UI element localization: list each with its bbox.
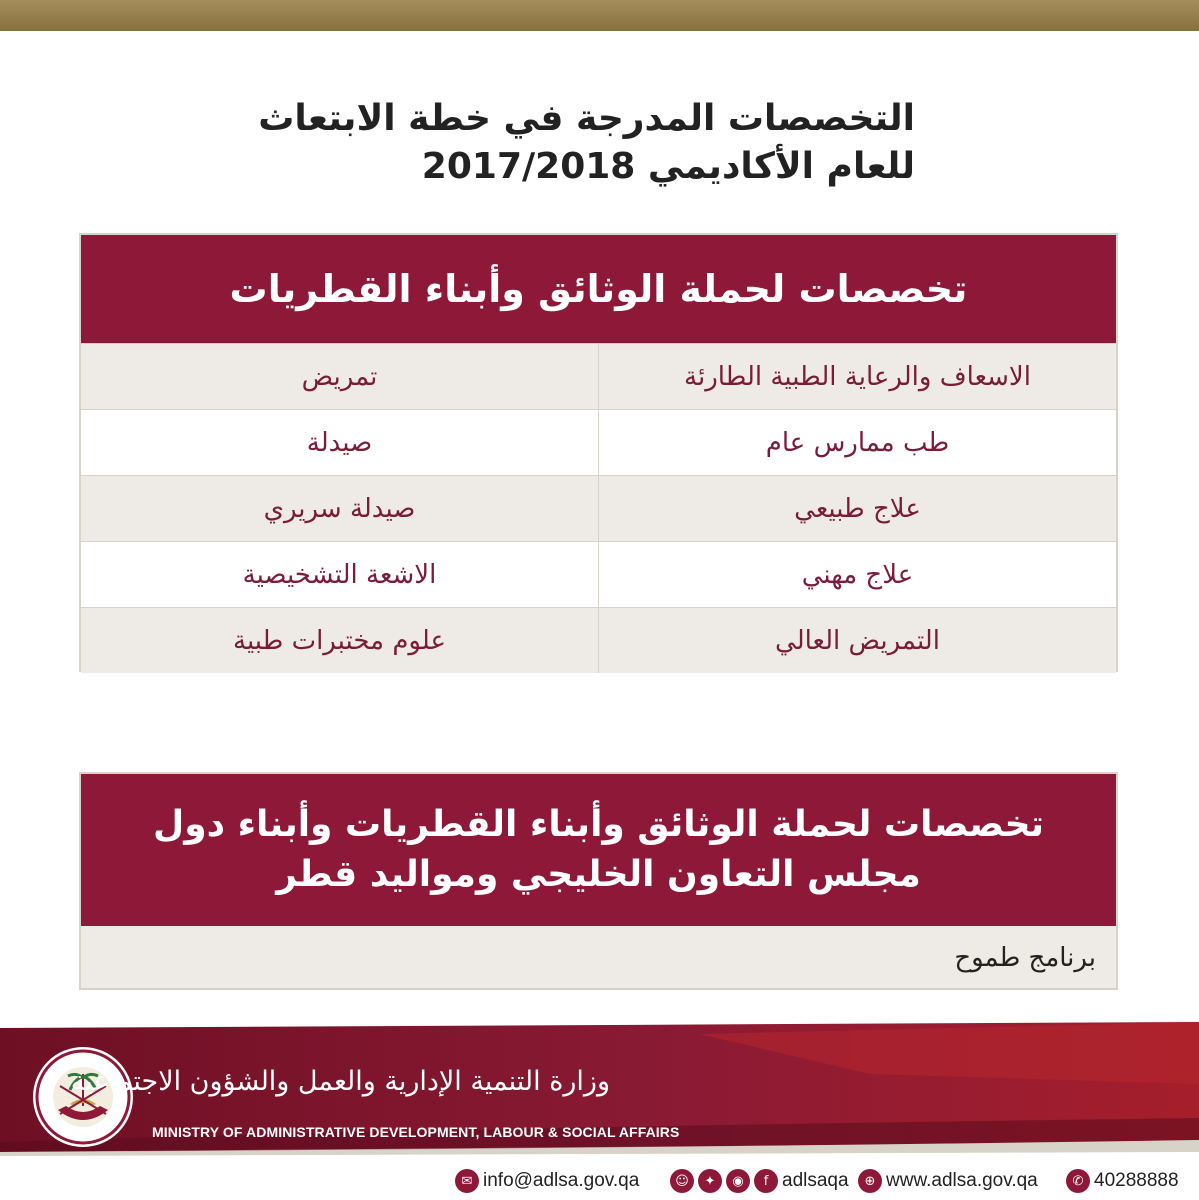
title-line-1: التخصصات المدرجة في خطة الابتعاث <box>258 98 915 139</box>
table-cell: طب ممارس عام <box>599 410 1117 476</box>
table-cell: صيدلة سريري <box>81 476 599 542</box>
specializations-panel-1 <box>79 233 1118 672</box>
panel-2-heading-line-2: مجلس التعاون الخليجي ومواليد قطر <box>276 854 921 895</box>
table-row <box>81 542 1116 608</box>
specializations-table <box>81 343 1116 673</box>
specializations-panel-2 <box>79 772 1118 990</box>
table-cell: تمريض <box>81 344 599 410</box>
social-handle-text: adlsaqa <box>782 1170 849 1191</box>
phone-contact[interactable] <box>1066 1166 1179 1196</box>
phone-text: 40288888 <box>1094 1170 1179 1191</box>
table-cell: الاشعة التشخيصية <box>81 542 599 608</box>
program-row: برنامج طموح <box>81 926 1116 988</box>
snapchat-icon: ☺ <box>670 1169 694 1193</box>
footer <box>0 1022 1199 1200</box>
website-text: www.adlsa.gov.qa <box>886 1170 1038 1191</box>
table-row <box>81 344 1116 410</box>
table-row <box>81 410 1116 476</box>
email-text: info@adlsa.gov.qa <box>483 1170 640 1191</box>
website-contact[interactable] <box>858 1166 1038 1196</box>
table-cell: علاج طبيعي <box>599 476 1117 542</box>
ministry-name-english: MINISTRY OF ADMINISTRATIVE DEVELOPMENT, LABOUR & SOCIAL AFFAIRS <box>152 1124 680 1140</box>
table-cell: علوم مختبرات طبية <box>81 608 599 674</box>
top-gold-bar <box>0 0 1199 31</box>
table-row <box>81 608 1116 674</box>
panel-1-heading: تخصصات لحملة الوثائق وأبناء القطريات <box>81 235 1116 343</box>
table-row <box>81 476 1116 542</box>
panel-2-heading-line-1: تخصصات لحملة الوثائق وأبناء القطريات وأبناء دول <box>152 804 1045 845</box>
ministry-name-arabic: وزارة التنمية الإدارية والعمل والشؤون الاجتماعية <box>70 1066 610 1097</box>
table-cell: التمريض العالي <box>599 608 1117 674</box>
table-cell: الاسعاف والرعاية الطبية الطارئة <box>599 344 1117 410</box>
email-contact[interactable] <box>455 1166 639 1196</box>
twitter-icon: ✦ <box>698 1169 722 1193</box>
page-title <box>100 95 915 191</box>
facebook-icon: f <box>754 1169 778 1193</box>
state-of-qatar-emblem-icon <box>30 1044 136 1150</box>
table-cell: صيدلة <box>81 410 599 476</box>
social-contact[interactable] <box>670 1166 849 1196</box>
panel-2-heading <box>81 774 1116 926</box>
instagram-icon: ◉ <box>726 1169 750 1193</box>
globe-icon: ⊕ <box>858 1169 882 1193</box>
title-line-2: للعام الأكاديمي 2017/2018 <box>421 146 915 187</box>
email-icon: ✉ <box>455 1169 479 1193</box>
table-cell: علاج مهني <box>599 542 1117 608</box>
phone-icon: ✆ <box>1066 1169 1090 1193</box>
